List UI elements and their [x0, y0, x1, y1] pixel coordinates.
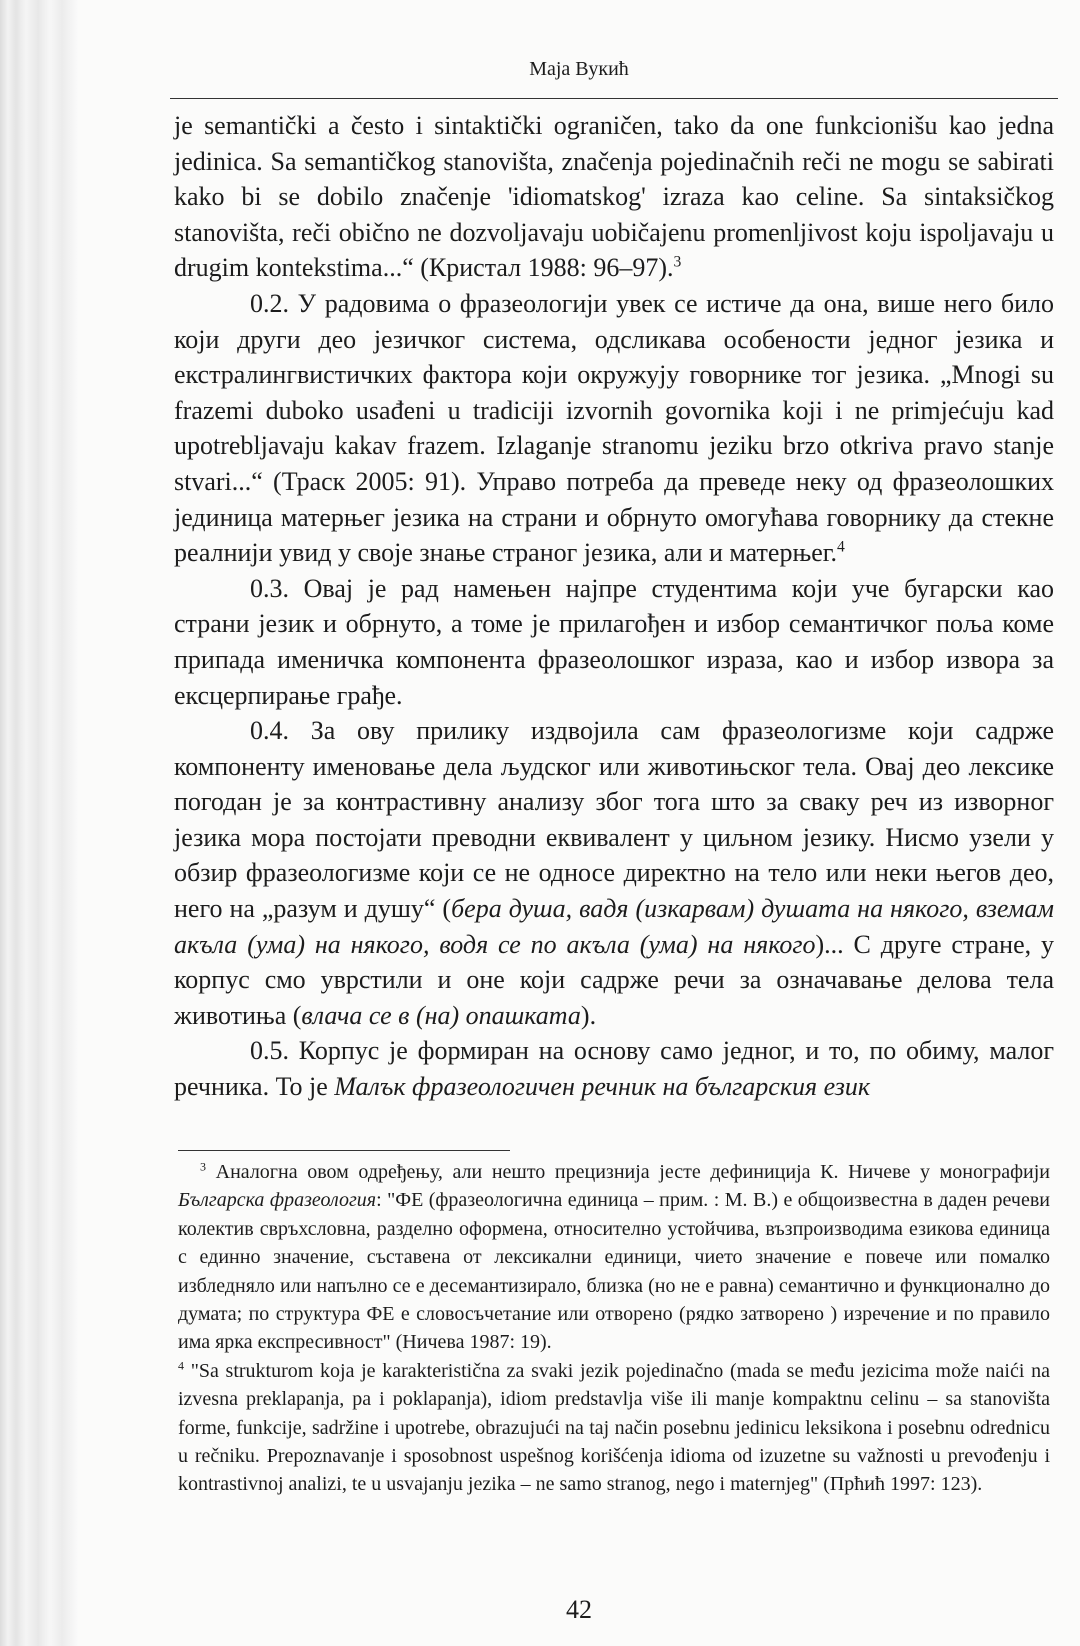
footnote-text: Аналогна овом одређењу, али нешто прецизнија јесте дефиниција К. Ничеве у монографији: [206, 1161, 1050, 1183]
footnote-4: [178, 1357, 1050, 1499]
paragraph-continued: [174, 108, 1054, 286]
paragraph-text: је semantički a često i sintaktički ograničen, tako da one funkcionišu kao jedna jedinica. Sa semantičkog stanovišta, značenja pojedinačnih reči ne mogu se sabirati kako bi se dobilo značenje 'idiomatskog' izraza kao celine. Sa sintaksičkog stanovišta, reči obično ne dozvoljavaju uobičajenu promenljivost koju ispoljavaju u drugim kontekstima...“ (Кристал 1988: 96–97).: [174, 111, 1054, 283]
book-title: Българска фразеология: [178, 1189, 377, 1212]
paragraph-text: )... С друге стране, у корпус смо уврстили и оне који садрже речи за означавање делова тела животиња (: [174, 929, 1054, 1030]
paragraph-text: ).: [580, 1000, 597, 1030]
footnote-3: [178, 1158, 1050, 1357]
paragraph-0-2: [174, 286, 1054, 571]
paragraph-0-4: [174, 713, 1054, 1033]
footnotes: [178, 1158, 1050, 1499]
example-phrase: влача се в (на) опашката: [301, 1000, 581, 1030]
page-number: 42: [566, 1595, 592, 1624]
footnote-text: "Sa strukturom koja je karakteristična za svaki jezik pojedinačno (mada se među jezicima može naići na izvesna preklapanja, pa i poklapanja), idiom predstavlja više ili manje kompaktnu celinu – sa stanovišta forme, funkcije, sadržine i upotrebe, obrazujući na taj način posebnu jedinicu leksikona i posebnu odrednicu u rečniku. Prepoznavanje i sposobnost uspešnog korišćenja idioma od izuzetne su važnosti u prevođenju i kontrastivnoj analizi, te u usvajanju jezika – ne samo stranog, nego i maternjeg" (Прћић 1997: 123).: [178, 1359, 1050, 1496]
footnote-rule: [178, 1150, 510, 1151]
book-page: [78, 0, 1080, 1646]
paragraph-text: 0.5. Корпус је формиран на основу само једног, и то, по обиму, малог речника. То је: [174, 1036, 1054, 1102]
footnote-text: : "ФЕ (фразеологична единица – прим. : М. В.) е общоизвестна в даден речеви колектив свръхсловна, разделно оформена, относително устойчива, възпроизводима езикова единица с единно значение, съставена от лексикални единици, чието значение е повече или помалко избледняло или напълно се е десемантизирало, близка (но не е равна) семантично и функционално до думата; по структура ФЕ е словосъчетание или отворено (рядко затворено ) изречение и по правило има ярка експресивност" (Ничева 1987: 19).: [178, 1189, 1050, 1354]
footnote-number: 3: [200, 1159, 206, 1174]
paragraph-0-3: 0.3. Овај је рад намењен најпре студентима који уче бугарски као страни језик и обрнуто, а томе је прилагођен и избор семантичког поља коме припада именичка компонента фразеолошког израза, као и избор извора за ексцерпирање грађе.: [174, 573, 1054, 710]
paragraph-0-5: [174, 1033, 1054, 1104]
footnote-ref-4: 4: [837, 538, 845, 556]
footnote-number: 4: [178, 1358, 184, 1373]
page-stack-edge: [0, 0, 78, 1646]
example-phrases: бера душа, вадя (изкарвам) душата на някого, вземам акъла (ума) на някого, водя се по акъла (ума) на някого: [174, 894, 1054, 959]
paragraph-text: 0.4. За ову прилику издвојила сам фразеологизме који садрже компоненту именовање дела људског или животињског тела. Овај део лексике погодан је за контрастивну анализу због тога што за сваку реч из изворног језика мора постојати преводни еквивалент у циљном језику. Нисмо узели у обзир фразеологизме који се не односе директно на тело или неки његов део, него на „разум и душу“ (: [174, 716, 1054, 924]
running-head: Маја Вукић: [529, 58, 629, 80]
header-rule: [170, 98, 1058, 99]
main-text: [174, 108, 1054, 1105]
footnote-ref-3: 3: [673, 253, 682, 271]
paragraph-text: 0.2. У радовима о фразеологији увек се истиче да она, више него било који други део језичког система, одсликава особености једног језика и екстралингвистичких фактора који окружују говорнике тог језика. „Mnogi su frazemi duboko usađeni u tradiciji izvornih govornika koji i ne primjećuju kad upotrebljavaju kakav frazem. Izlaganje stranomu jeziku brzo otkriva pravo stanje stvari...“ (Траск 2005: 91). Управо потреба да преведе неку од фразеолошких јединица матерњег језика на страни и обрнуто омогућава говорнику да стекне реалнији увид у своје знање страног језика, али и матерњег.: [174, 288, 1054, 568]
dictionary-title: Малък фразеологичен речник на българския език: [334, 1072, 871, 1102]
